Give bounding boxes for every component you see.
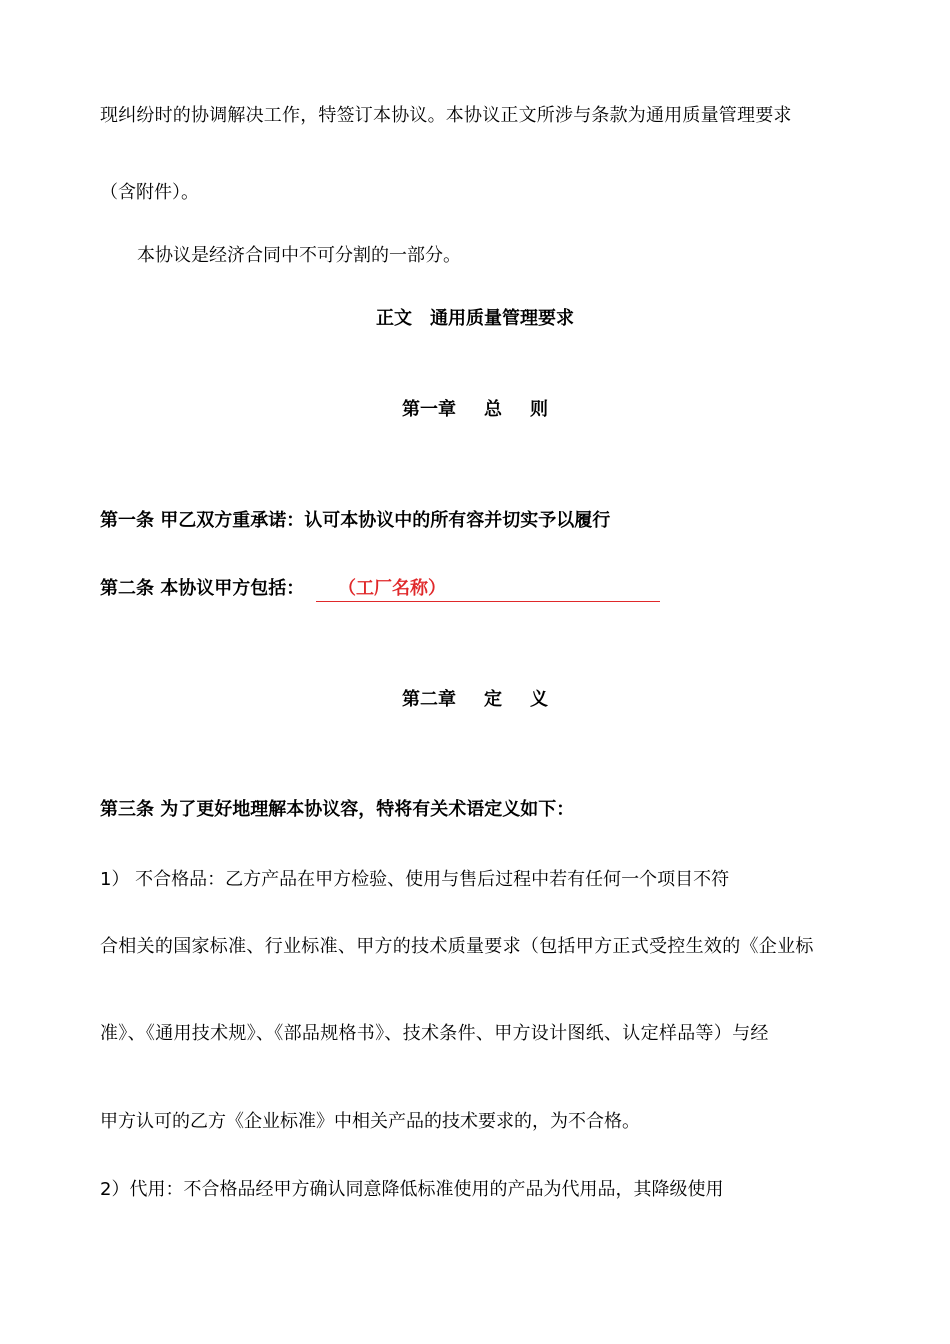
main-heading-part-b: 通用质量管理要求 [430,308,574,329]
article-1: 第一条 甲乙双方重承诺：认可本协议中的所有容并切实予以履行 [100,510,611,531]
factory-name-field[interactable] [316,577,660,602]
definition-line: 合相关的国家标准、行业标准、甲方的技术质量要求（包括甲方正式受控生效的《企业标 [100,936,814,957]
chapter-number: 第二章 [402,689,456,710]
definition-line: 甲方认可的乙方《企业标准》中相关产品的技术要求的，为不合格。 [100,1111,640,1132]
paragraph: 本协议是经济合同中不可分割的一部分。 [137,245,461,266]
main-heading [0,307,950,331]
paragraph-line: （含附件）。 [100,182,199,203]
chapter-title-char: 总 [484,399,502,420]
definition-line: 准》、《通用技术规》、《部品规格书》、技术条件、甲方设计图纸、认定样品等）与经 [100,1023,769,1044]
chapter-number: 第一章 [402,399,456,420]
chapter-title-char: 义 [530,689,548,710]
chapter-title-char: 则 [530,399,548,420]
article-2-label: 第二条 本协议甲方包括： [100,578,305,599]
chapter-heading [0,398,950,422]
definition-line: 2）代用：不合格品经甲方确认同意降低标准使用的产品为代用品，其降级使用 [100,1179,724,1200]
main-heading-part-a: 正文 [376,308,412,329]
chapter-title-char: 定 [484,689,502,710]
chapter-heading [0,688,950,712]
article-3: 第三条 为了更好地理解本协议容，特将有关术语定义如下： [100,799,575,820]
paragraph-line: 现纠纷时的协调解决工作，特签订本协议。本协议正文所涉与条款为通用质量管理要求 [100,105,792,126]
factory-name-placeholder: （工厂名称） [338,578,446,599]
definition-line: 1） 不合格品：乙方产品在甲方检验、使用与售后过程中若有任何一个项目不符 [100,869,730,890]
